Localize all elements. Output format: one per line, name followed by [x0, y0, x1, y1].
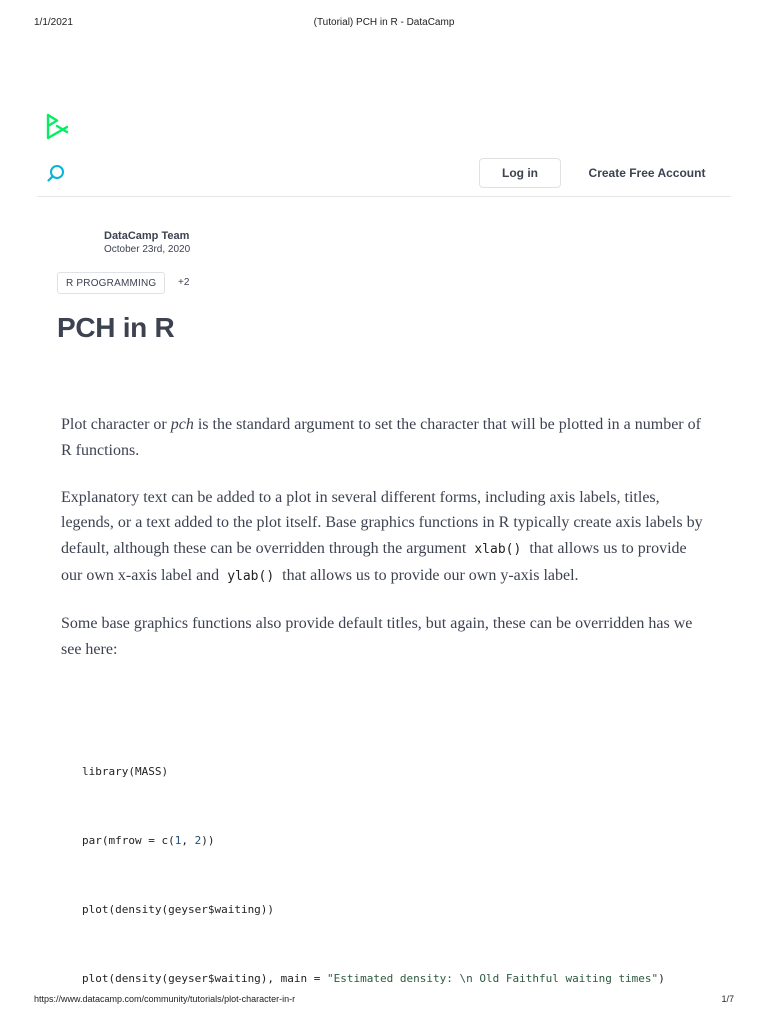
inline-code-ylab: ylab() [227, 568, 275, 584]
print-header [34, 17, 734, 31]
login-button[interactable]: Log in [479, 158, 561, 188]
tag-r-programming[interactable]: R PROGRAMMING [57, 272, 165, 294]
paragraph-1: Plot character or pch is the standard argument to set the character that will be plotted in a number of R functions. [61, 416, 701, 459]
code-block[interactable] [82, 714, 722, 1013]
code-line-3: plot(density(geyser$waiting)) [82, 903, 275, 916]
pch-emphasis: pch [170, 416, 194, 433]
print-page-number: 1/7 [721, 994, 734, 1004]
paragraph-3: Some base graphics functions also provide default titles, but again, these can be overridden has we see here: [61, 614, 693, 658]
code-line-4: plot(density(geyser$waiting), main = "Estimated density: \n Old Faithful waiting times") [82, 972, 665, 985]
search-icon[interactable] [46, 163, 66, 183]
create-account-button[interactable]: Create Free Account [588, 166, 706, 180]
article-body [61, 412, 711, 683]
header-divider [37, 196, 731, 197]
code-line-1: library(MASS) [82, 765, 169, 778]
publish-date: October 23rd, 2020 [104, 244, 191, 255]
print-url: https://www.datacamp.com/community/tutorials/plot-character-in-r [34, 994, 296, 1004]
print-date: 1/1/2021 [34, 17, 73, 28]
datacamp-logo-icon[interactable] [44, 112, 70, 142]
print-page-title: (Tutorial) PCH in R - DataCamp [313, 17, 455, 28]
author-name[interactable]: DataCamp Team [104, 230, 190, 242]
tag-more-count[interactable]: +2 [178, 277, 190, 288]
page-title: PCH in R [57, 312, 175, 343]
paragraph-2: Explanatory text can be added to a plot in several different forms, including axis labels, titles, legends, or a text added to the plot itself. Base graphics functions in R typically create axis labels by default, although these can be overridden through the argument xlab() that allows us to provide our own x-axis label and ylab() that allows us to provide our own y-axis label. [61, 488, 703, 584]
code-line-2: par(mfrow = c(1, 2)) [82, 834, 215, 847]
inline-code-xlab: xlab() [474, 542, 522, 558]
print-footer [34, 994, 734, 1008]
